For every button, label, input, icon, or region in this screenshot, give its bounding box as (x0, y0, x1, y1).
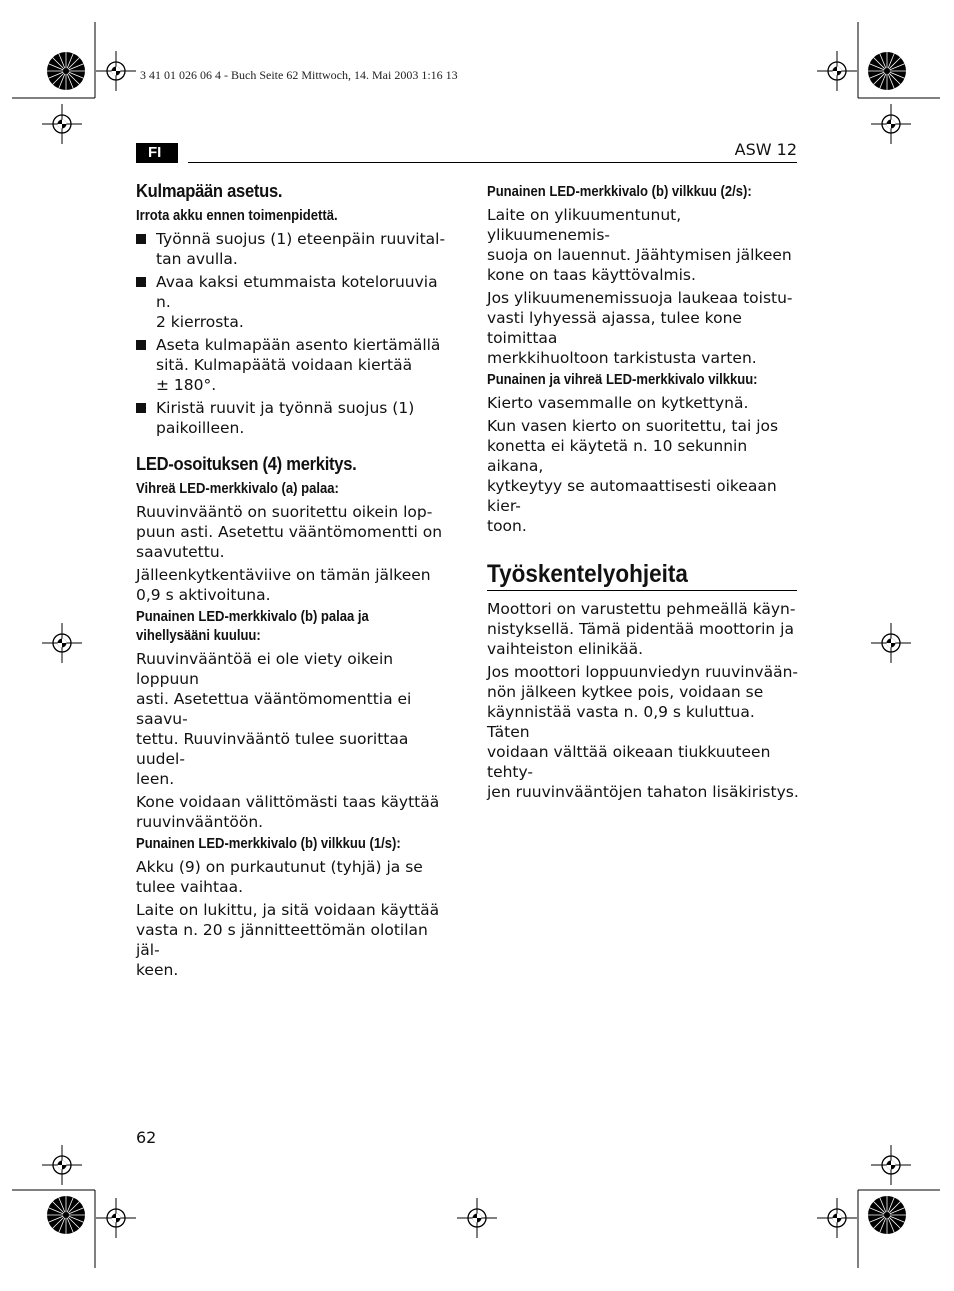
title-rule (487, 590, 797, 591)
red-green-led-heading: Punainen ja vihreä LED-merkkivalo vilkkuu: (487, 372, 758, 388)
right-column (487, 183, 799, 805)
bullet-text: Kiristä ruuvit ja työnnä suojus (1) paikoilleen. (156, 399, 415, 437)
language-tag: FI (136, 143, 178, 163)
bullet-square-icon (136, 277, 146, 287)
green-led-text-2: Jälleenkytkentäviive on tämän jälkeen 0,9 s aktivoituna. (136, 566, 431, 604)
red-led-on-heading: Punainen LED-merkkivalo (b) palaa ja vihellysääni kuuluu: (136, 609, 369, 644)
working-text-2: Jos moottori loppuunviedyn ruuvinvään- nön jälkeen kytkee pois, voidaan se käynnistää vasta n. 0,9 s kuluttua. Täten voidaan välttää oikeaan tiukkuuteen tehty- jen ruuvinvääntöjen tahaton lisäkiristys. (487, 663, 799, 801)
green-led-heading: Vihreä LED-merkkivalo (a) palaa: (136, 481, 339, 497)
green-led-text-1: Ruuvinvääntö on suoritettu oikein lop- puun asti. Asetettu vääntömomentti on saavutettu. (136, 503, 443, 561)
section-title-led: LED-osoituksen (4) merkitys. (136, 454, 357, 474)
bullet-square-icon (136, 234, 146, 244)
bullet-square-icon (136, 340, 146, 350)
red-green-led-text-2: Kun vasen kierto on suoritettu, tai jos konetta ei käytetä n. 10 sekunnin aikana, kytkeytyy se automaattisesti oikeaan kier- toon. (487, 417, 779, 535)
list-item (136, 272, 448, 332)
header-rule (188, 162, 797, 163)
print-info: 3 41 01 026 06 4 - Buch Seite 62 Mittwoch, 14. Mai 2003 1:16 13 (140, 68, 458, 82)
section-title-angle-head: Kulmapään asetus. (136, 181, 283, 201)
red-led-blink2-heading: Punainen LED-merkkivalo (b) vilkkuu (2/s): (487, 184, 752, 200)
red-led-blink2-text-2: Jos ylikuumenemissuoja laukeaa toistu- vasti lyhyessä ajassa, tulee kone toimittaa merkkihuoltoon tarkistusta varten. (487, 289, 793, 367)
working-instructions-title: Työskentelyohjeita (487, 560, 688, 588)
bullet-text: Aseta kulmapään asento kiertämällä sitä. Kulmapäätä voidaan kiertää ± 180°. (156, 336, 441, 394)
red-led-blink2-text-1: Laite on ylikuumentunut, ylikuumenemis- suoja on lauennut. Jäähtymisen jälkeen kone on taas käyttövalmis. (487, 206, 792, 284)
red-led-blink1-text-1: Akku (9) on purkautunut (tyhjä) ja se tulee vaihtaa. (136, 858, 423, 896)
list-item (136, 229, 448, 269)
bullet-text: Avaa kaksi etummaista koteloruuvia n. 2 kierrosta. (156, 273, 438, 331)
page-number: 62 (136, 1128, 157, 1147)
red-led-blink1-heading: Punainen LED-merkkivalo (b) vilkkuu (1/s): (136, 836, 401, 852)
bullet-text: Työnnä suojus (1) eteenpäin ruuvital- tan avulla. (156, 230, 446, 268)
left-column (136, 181, 448, 983)
red-led-blink1-text-2: Laite on lukittu, ja sitä voidaan käyttää vasta n. 20 s jännitteettömän olotilan jäl- keen. (136, 901, 440, 979)
working-text-1: Moottori on varustettu pehmeällä käyn- nistyksellä. Tämä pidentää moottorin ja vaihteiston elinikää. (487, 600, 796, 658)
model-name: ASW 12 (734, 140, 797, 159)
bullet-square-icon (136, 403, 146, 413)
red-led-on-text-2: Kone voidaan välittömästi taas käyttää ruuvinvääntöön. (136, 793, 440, 831)
red-green-led-text-1: Kierto vasemmalle on kytkettynä. (487, 394, 749, 412)
warning-note: Irrota akku ennen toimenpidettä. (136, 208, 338, 224)
list-item (136, 335, 448, 395)
red-led-on-text-1: Ruuvinvääntöä ei ole viety oikein loppuun asti. Asetettua vääntömomenttia ei saavu- tettu. Ruuvinvääntö tulee suorittaa uudel- leen. (136, 650, 412, 788)
list-item (136, 398, 448, 438)
